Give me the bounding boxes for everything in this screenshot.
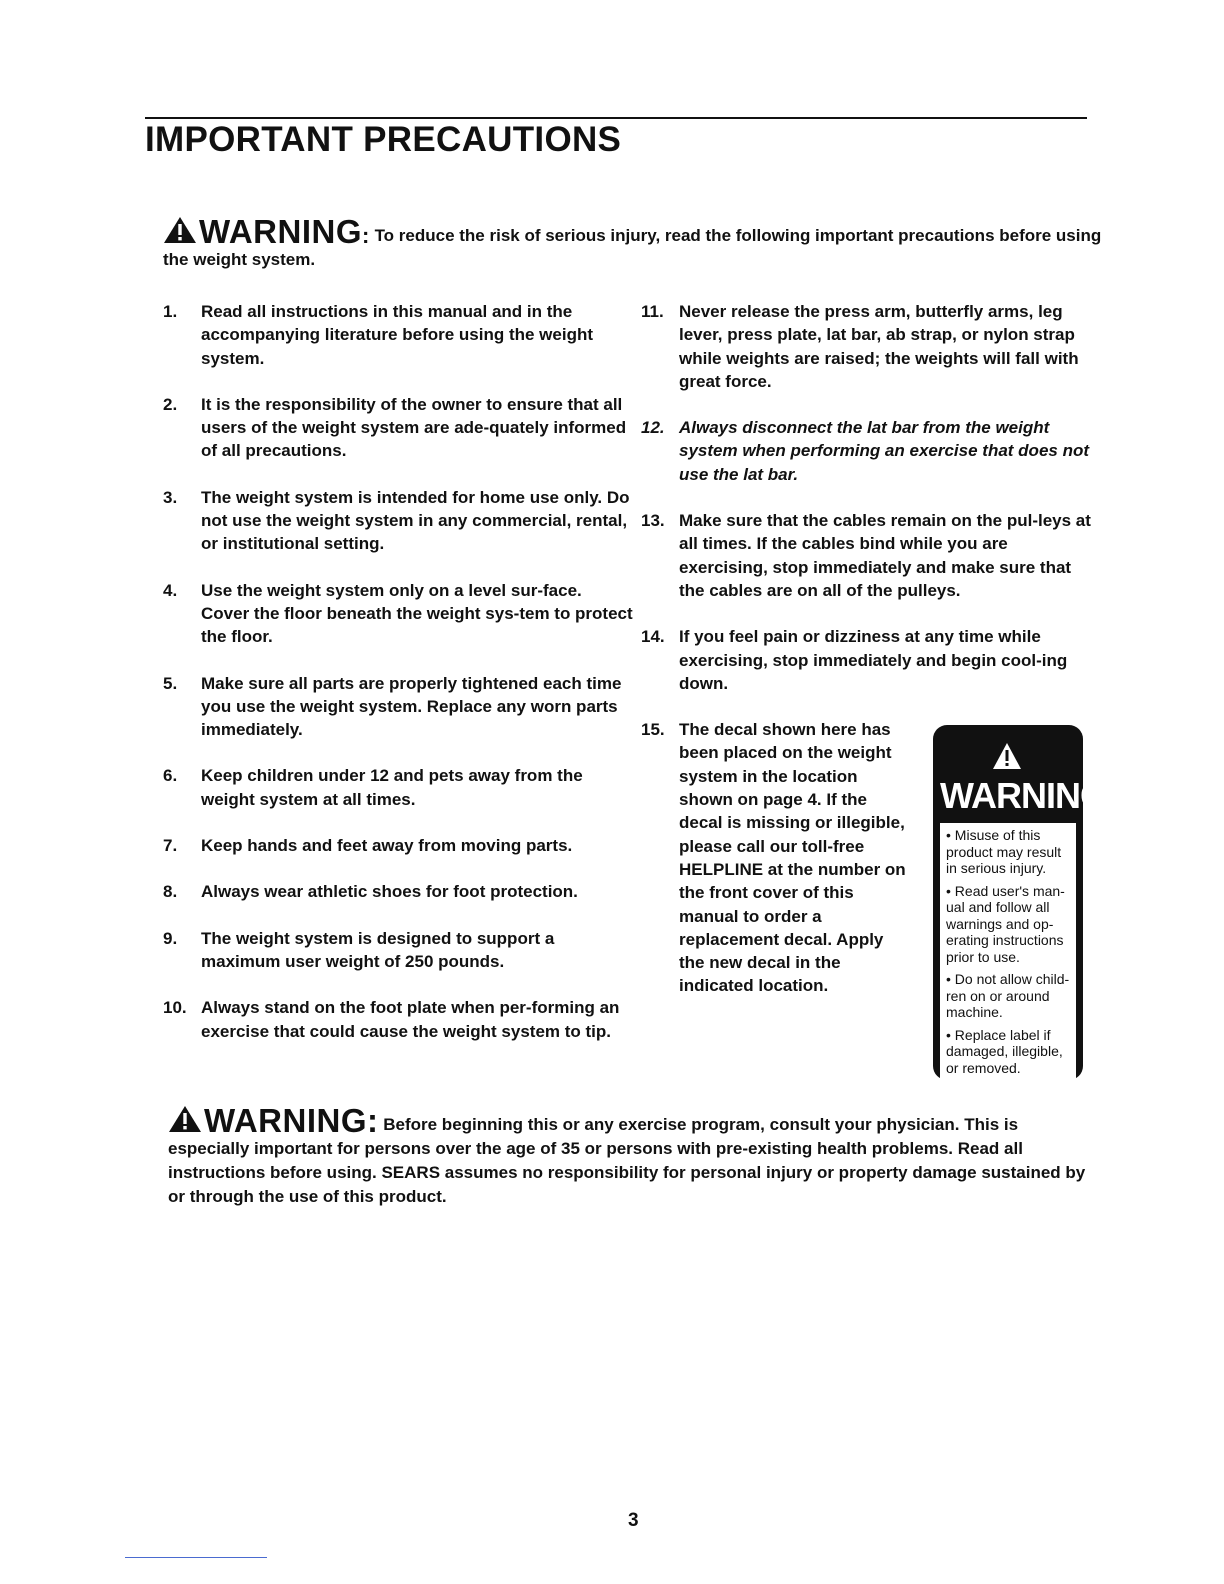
item-text: The weight system is intended for home use only. Do not use the weight system in any commercial, rental, or institutional setting. — [201, 487, 630, 554]
footer-rule — [125, 1557, 267, 1558]
list-item — [163, 996, 633, 1043]
item-number: 4. — [163, 580, 178, 600]
list-item — [163, 300, 633, 370]
list-item — [163, 880, 633, 903]
list-item — [163, 486, 633, 556]
header-rule — [145, 117, 1087, 119]
item-number: 10. — [163, 998, 187, 1018]
warning-triangle-icon — [992, 742, 1022, 770]
item-number: 3. — [163, 487, 178, 507]
item-number: 15. — [641, 720, 665, 740]
decal-bullet: • Replace label if damaged, illegible, or removed. — [946, 1026, 1063, 1076]
list-item — [163, 393, 633, 463]
page-number: 3 — [628, 1510, 639, 1531]
item-number: 8. — [163, 882, 178, 902]
item-text: Make sure that the cables remain on the pul-leys at all times. If the cables bind while you are exercising, stop immediately and make sure that the cables are on all of the pulleys. — [679, 511, 1091, 600]
item-number: 1. — [163, 302, 178, 321]
item-text: Always stand on the foot plate when per-forming an exercise that could cause the weight system to tip. — [201, 998, 620, 1041]
decal-bullet: • Do not allow child-ren on or around machine. — [946, 971, 1070, 1020]
item-text: The weight system is designed to support a maximum user weight of 250 pounds. — [201, 928, 555, 971]
precautions-left-column — [163, 300, 633, 1066]
list-item — [163, 672, 633, 742]
warning-triangle-icon — [163, 216, 197, 244]
warning-physician — [168, 1102, 1103, 1209]
item-text: Use the weight system only on a level sur-face. Cover the floor beneath the weight sys-tem to protect the floor. — [201, 580, 633, 647]
decal-bullet: • Misuse of this product may result in serious injury. — [946, 827, 1062, 876]
warning-label: WARNING — [199, 213, 362, 250]
item-text: Never release the press arm, butterfly arms, leg lever, press plate, lat bar, ab strap, or nylon strap while weights are raised; the weights will fall with great force. — [679, 302, 1079, 391]
list-item — [163, 834, 633, 857]
warning-triangle-icon — [168, 1105, 202, 1133]
warning-physician-text: Before beginning this or any exercise program, consult your physician. This is especially important for persons over the age of 35 or persons with pre-existing health problems. Read all instructions before using. SEARS assumes no responsibility for personal injury or property damage sustained by or through the use of this product. — [168, 1115, 1086, 1206]
item-text: If you feel pain or dizziness at any time while exercising, stop immediately and begin cool-ing down. — [679, 627, 1068, 693]
item-text: Keep children under 12 and pets away from the weight system at all times. — [201, 766, 583, 809]
item-text: It is the responsibility of the owner to ensure that all users of the weight system are ade-quately informed of all precautions. — [201, 394, 627, 461]
item-number: 12. — [641, 418, 665, 438]
list-item — [641, 416, 1101, 486]
decal-heading — [940, 733, 1107, 817]
warning-colon: : — [367, 1102, 379, 1139]
list-item — [641, 718, 909, 998]
warning-label: WARNING — [204, 1102, 367, 1139]
list-item — [163, 927, 633, 974]
page-title: IMPORTANT PRECAUTIONS — [145, 120, 622, 159]
item-number: 11. — [641, 302, 664, 321]
list-item — [641, 509, 1101, 602]
warning-intro-text: To reduce the risk of serious injury, read the following important precautions before using the weight system. — [163, 226, 1102, 269]
item-number: 9. — [163, 928, 178, 948]
item-number: 14. — [641, 627, 665, 647]
warning-intro — [163, 213, 1103, 272]
list-item — [641, 300, 1101, 393]
list-item — [163, 579, 633, 649]
list-item — [163, 764, 633, 811]
warning-decal — [933, 725, 1107, 1080]
list-item — [641, 625, 1101, 695]
item-number: 2. — [163, 394, 178, 414]
item-number: 6. — [163, 766, 178, 786]
decal-bullet: • Read user's man-ual and follow all warnings and op-erating instructions prior to use. — [946, 882, 1065, 965]
item-text: Always disconnect the lat bar from the weight system when performing an exercise that does not use the lat bar. — [679, 418, 1090, 484]
item-text: Always wear athletic shoes for foot protection. — [201, 882, 578, 902]
item-text: Make sure all parts are properly tightened each time you use the weight system. Replace any worn parts immediately. — [201, 673, 622, 740]
item-number: 5. — [163, 673, 178, 693]
item-text: The decal shown here has been placed on the weight system in the location shown on page 4. If the decal is missing or illegible, please call our toll-free HELPLINE at the number on the front cover of this manual to order a replacement decal. Apply the new decal in the indicated location. — [679, 720, 906, 996]
warning-colon: : — [362, 223, 370, 248]
item-text: Keep hands and feet away from moving parts. — [201, 836, 573, 856]
decal-body — [940, 823, 1076, 1107]
item-number: 7. — [163, 836, 178, 856]
item-number: 13. — [641, 511, 665, 531]
decal-heading-text: WARNING — [940, 775, 1107, 816]
item-text: Read all instructions in this manual and in the accompanying literature before using the weight system. — [201, 302, 594, 368]
